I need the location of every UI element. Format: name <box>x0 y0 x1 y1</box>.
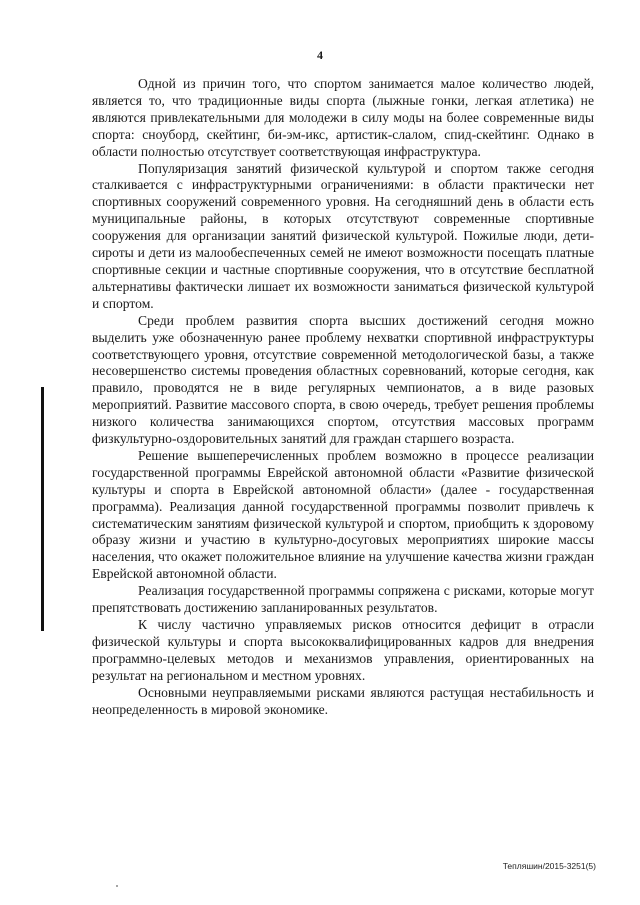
paragraph-state-program: Решение вышеперечисленных проблем возможно в процессе реализации государственной программы Еврейской автономной области «Развитие физической культуры и спорта в Еврейской автономной области» (далее - государственная программа). Реализация данной государственной программы позволит привлечь к систематическим занятиям физической культурой и спортом, приобщить к здоровому образу жизни и участию в культурно-досуговых мероприятиях широкие массы населения, что окажет положительное влияние на улучшение качества жизни граждан Еврейской автономной области. <box>92 447 594 582</box>
paragraph-unmanaged-risks: Основными неуправляемыми рисками являются растущая нестабильность и неопределенность в мировой экономике. <box>92 684 594 717</box>
document-body <box>92 76 594 718</box>
paragraph-elite-sports-problems: Среди проблем развития спорта высших достижений сегодня можно выделить уже обозначенную ранее проблему нехватки спортивной инфраструктуры соответствующего уровня, отсутствие современной методологической базы, а также несовершенство системы проведения областных соревнований, которые сегодня, как правило, проводятся не в виде регулярных чемпионатов, а в виде разовых мероприятий. Развитие массового спорта, в свою очередь, требует решения проблемы низкого количества занимающихся спортом, отсутствия массовых программ физкультурно-оздоровительных занятий для граждан старшего возраста. <box>92 312 594 447</box>
page-number: 4 <box>317 48 323 62</box>
document-code: Тепляшин/2015-3251(5) <box>502 861 596 871</box>
paragraph-managed-risks: К числу частично управляемых рисков относится дефицит в отрасли физической культуры и спорта высококвалифицированных кадров для внедрения программно-целевых методов и механизмов управления, ориентированных на результат на региональном и местном уровнях. <box>92 617 594 683</box>
paragraph-risks-intro: Реализация государственной программы сопряжена с рисками, которые могут препятствовать достижению запланированных результатов. <box>92 583 594 616</box>
scan-speck <box>116 885 118 887</box>
paragraph-sports-popularity: Одной из причин того, что спортом занимается малое количество людей, является то, что традиционные виды спорта (лыжные гонки, легкая атлетика) не являются привлекательными для молодежи в силу моды на более современные виды спорта: сноуборд, скейтинг, би-эм-икс, артистик-слалом, спид-скейтинг. Однако в области полностью отсутствует соответствующая инфраструктура. <box>92 76 594 159</box>
paragraph-infrastructure: Популяризация занятий физической культурой и спортом также сегодня сталкивается с инфраструктурными ограничениями: в области практически нет спортивных сооружений современного уровня. На сегодняшний день в области есть муниципальные районы, в которых отсутствуют современные спортивные сооружения для организации занятий физической культурой. Пожилые люди, дети-сироты и дети из малообеспеченных семей не имеют возможности посещать платные спортивные секции и частные спортивные сооружения, что в отсутствие бесплатной альтернативы фактически лишает их возможности заниматься физической культурой и спортом. <box>92 160 594 311</box>
margin-mark <box>41 387 44 631</box>
